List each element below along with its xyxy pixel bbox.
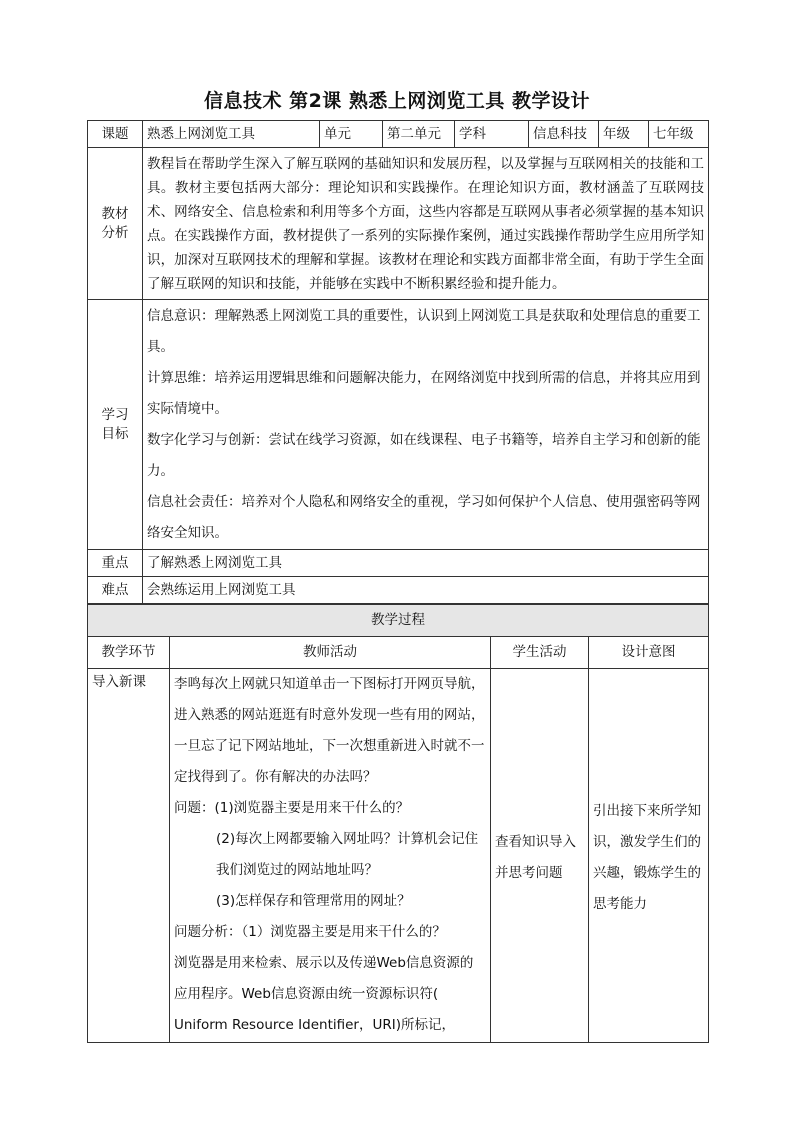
objective-social-responsibility: 信息社会责任：培养对个人隐私和网络安全的重视，学习如何保护个人信息、使用强密码等网络安全知识。 [147, 493, 701, 541]
analysis-row [88, 148, 709, 300]
teacher-question-3: (3)怎样保存和管理常用的网址？ [216, 893, 411, 909]
analysis-content [143, 148, 709, 300]
analysis-label-line2: 分析 [101, 224, 129, 241]
process-header: 教学过程 [88, 605, 709, 637]
subject-value: 信息科技 [529, 121, 599, 148]
difficulty-value: 会熟练运用上网浏览工具 [143, 577, 709, 604]
unit-label: 单元 [320, 121, 383, 148]
objectives-row [88, 300, 709, 550]
subject-label: 学科 [455, 121, 529, 148]
teaching-process-table [87, 604, 709, 1043]
objectives-label-line2: 目标 [101, 425, 129, 442]
teacher-question-1: 问题：(1)浏览器主要是用来干什么的？ [174, 800, 410, 816]
teacher-intro-text: 李鸣每次上网就只知道单击一下图标打开网页导航，进入熟悉的网站逛逛有时意外发现一些有用的网站，一旦忘了记下网站地址，下一次想重新进入时就不一定找得到了。你有解决的办法吗？ [174, 676, 485, 785]
key-point-row [88, 550, 709, 577]
objective-computational-thinking: 计算思维：培养运用逻辑思维和问题解决能力，在网络浏览中找到所需的信息，并将其应用到实际情境中。 [147, 369, 701, 417]
student-activity-cell [491, 669, 589, 1043]
teacher-analysis-heading: 问题分析：（1）浏览器主要是用来干什么的？ [174, 924, 446, 940]
info-row [88, 121, 709, 148]
topic-value: 熟悉上网浏览工具 [143, 121, 320, 148]
design-intent-text: 引出接下来所学知识，激发学生们的兴趣，锻炼学生的思考能力 [593, 803, 701, 912]
topic-label: 课题 [88, 121, 143, 148]
column-intent: 设计意图 [589, 637, 709, 669]
grade-value: 七年级 [649, 121, 709, 148]
difficulty-label: 难点 [88, 577, 143, 604]
design-intent-cell [589, 669, 709, 1043]
teacher-analysis-text: 浏览器是用来检索、展示以及传递Web信息资源的应用程序。Web信息资源由统一资源标识符( Uniform Resource Identifier，URI)所标记， [174, 955, 474, 1033]
key-point-value: 了解熟悉上网浏览工具 [143, 550, 709, 577]
lesson-info-table [87, 120, 709, 604]
analysis-label-line1: 教材 [101, 205, 129, 222]
column-teacher: 教师活动 [170, 637, 491, 669]
key-point-label: 重点 [88, 550, 143, 577]
difficulty-row [88, 577, 709, 604]
column-stage: 教学环节 [88, 637, 170, 669]
teacher-question-2: (2)每次上网都要输入网址吗？计算机会记住我们浏览过的网站地址吗？ [216, 831, 479, 878]
teacher-activity-cell [170, 669, 491, 1043]
analysis-label [88, 148, 143, 300]
objectives-label-line1: 学习 [101, 406, 129, 423]
unit-value: 第二单元 [383, 121, 455, 148]
objective-digital-learning: 数字化学习与创新：尝试在线学习资源，如在线课程、电子书籍等，培养自主学习和创新的能力。 [147, 431, 701, 479]
analysis-text: 教程旨在帮助学生深入了解互联网的基础知识和发展历程，以及掌握与互联网相关的技能和工具。教材主要包括两大部分：理论知识和实践操作。在理论知识方面，教材涵盖了互联网技术、网络安全、信息检索和利用等多个方面，这些内容都是互联网从事者必须掌握的基本知识点。在实践操作方面，教材提供了一系列的实际操作案例，通过实践操作帮助学生应用所学知识，加深对互联网技术的理解和掌握。该教材在理论和实践方面都非常全面，有助于学生全面了解互联网的知识和技能，并能够在实践中不断积累经验和提升能力。 [147, 155, 704, 292]
process-columns-row [88, 637, 709, 669]
document-title: 信息技术 第2课 熟悉上网浏览工具 教学设计 [203, 90, 591, 112]
process-row-intro [88, 669, 709, 1043]
objectives-content [143, 300, 709, 550]
process-header-row [88, 605, 709, 637]
objective-info-awareness: 信息意识：理解熟悉上网浏览工具的重要性，认识到上网浏览工具是获取和处理信息的重要工具。 [147, 307, 701, 355]
grade-label: 年级 [599, 121, 649, 148]
stage-cell: 导入新课 [88, 669, 170, 1043]
objectives-label [88, 300, 143, 550]
student-activity-text: 查看知识导入并思考问题 [495, 834, 576, 881]
column-student: 学生活动 [491, 637, 589, 669]
